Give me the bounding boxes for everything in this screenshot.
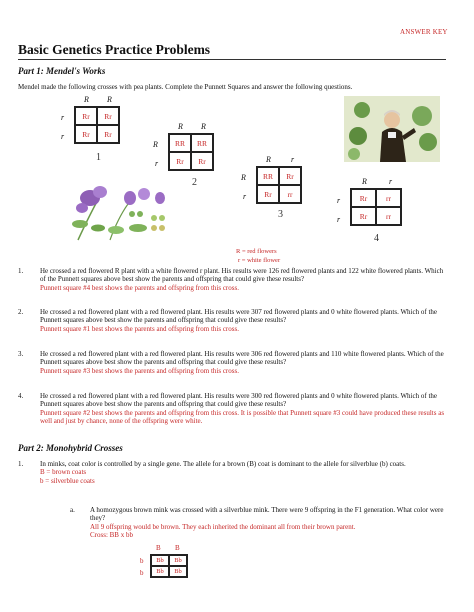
ps4-top-allele-2: r [389,177,393,186]
allele-key-silverblue: b = silverblue coats [40,476,95,485]
question-answer: Punnett square #1 best shows the parents and offspring from this cross. [40,324,239,333]
question-text: In minks, coat color is controlled by a single gene. The allele for a brown (B) coat is dominant to the allele for silverblue (b) coats. [40,460,406,468]
part2-question-1 [18,460,448,485]
mink-punnett-square [140,544,200,580]
ps3-side-allele-2: r [243,192,247,201]
ps4-top-allele-1: R [362,177,367,186]
mink-cell: Bb [151,566,169,577]
answer-key-label: ANSWER KEY [400,28,448,36]
question-answer: Punnett square #2 best shows the parents and offspring from this cross. It is possible that Punnett square #3 could have produced these results as well and just by chance, none of the offspring were white. [40,408,445,426]
legend-white: r = white flower [238,257,281,264]
ps2-top-allele-1: R [178,122,183,131]
question-text: He crossed a red flowered plant with a red flowered plant. His results were 306 red flowered plants and 110 white flowered plants. Which of the Punnett squares above best show the parents and offspring that could give these results? [40,350,444,367]
question-text: He crossed a red flowered plant with a red flowered plant. His results were 300 red flowered plants and 0 white flowered plants. Which of the Punnett squares above best show the parents and offspring that could give these results? [40,392,437,409]
page-title: Basic Genetics Practice Problems [18,42,211,57]
punnett-square-4 [332,177,422,249]
ps1-cell: Rr [75,107,97,125]
ps3-top-allele-2: r [291,155,295,164]
ps4-cell: rr [376,207,401,225]
subquestion-text: A homozygous brown mink was crossed with a silverblue mink. There were 9 offspring in the F1 generation. What color were they? [90,506,444,523]
ps4-cell: Rr [351,207,376,225]
punnett-square-3 [238,155,318,227]
ps2-cell: Rr [191,152,213,170]
question-1 [18,267,448,292]
ps3-cell: Rr [257,185,279,203]
question-text: He crossed a red flowered R plant with a white flowered r plant. His results were 126 red flowered plants and 122 white flowered plants. Which of the Punnett squares above best show the parents and offspring that could give these results? [40,267,444,284]
ps1-number: 1 [96,152,101,163]
part2-heading: Part 2: Monohybrid Crosses [18,443,123,453]
ps3-side-allele-1: R [241,173,246,182]
part1-intro: Mendel made the following crosses with pea plants. Complete the Punnett Squares and answer the following questions. [18,83,353,91]
question-text: He crossed a red flowered plant with a red flowered plant. His results were 307 red flowered plants and 0 white flowered plants. Which of the Punnett squares above best show the parents and offspring that could give these results? [40,308,437,325]
ps4-cell: Rr [351,189,376,207]
mink-cell: Bb [169,555,187,566]
ps3-number: 3 [278,209,283,220]
question-number: 1. [18,267,24,275]
question-4 [18,392,448,426]
ps2-cell: RR [169,134,191,152]
ps1-cell: Rr [75,125,97,143]
question-3 [18,350,448,375]
ps1-side-allele-2: r [61,132,65,141]
legend-red: R = red flowers [236,248,277,255]
ps1-side-allele-1: r [61,113,65,122]
mink-top-allele-2: B [175,544,180,552]
mendel-portrait-image [344,96,440,162]
ps2-side-allele-2: r [155,159,159,168]
question-number: 3. [18,350,24,358]
question-answer: Punnett square #3 best shows the parents and offspring from this cross. [40,366,239,375]
ps2-cell: Rr [169,152,191,170]
question-answer: Punnett square #4 best shows the parents and offspring from this cross. [40,283,239,292]
ps1-cell: Rr [97,107,119,125]
title-divider [18,59,446,60]
ps3-cell: RR [257,167,279,185]
ps2-top-allele-2: R [201,122,206,131]
ps1-cell: Rr [97,125,119,143]
question-2 [18,308,448,333]
ps4-side-allele-2: r [337,215,341,224]
pea-flowers-image [70,184,175,242]
mink-cell: Bb [151,555,169,566]
ps1-top-allele-2: R [107,95,112,104]
part1-heading: Part 1: Mendel's Works [18,66,106,76]
question-number: 1. [18,460,24,468]
ps2-side-allele-1: R [153,140,158,149]
ps3-top-allele-1: R [266,155,271,164]
ps4-side-allele-1: r [337,196,341,205]
question-number: 4. [18,392,24,400]
ps3-cell: rr [279,185,301,203]
mink-cell: Bb [169,566,187,577]
mink-side-allele-1: b [140,557,144,565]
ps3-cell: Rr [279,167,301,185]
ps1-top-allele-1: R [84,95,89,104]
ps4-cell: rr [376,189,401,207]
part2-subquestion-a [90,506,450,540]
subquestion-answer: All 9 offspring would be brown. They each inherited the dominant all from their brown parent. [90,522,356,531]
mink-top-allele-1: B [156,544,161,552]
question-number: 2. [18,308,24,316]
ps4-number: 4 [374,233,379,244]
cross-label: Cross: BB x bb [90,531,133,540]
punnett-square-1 [56,95,136,167]
mink-side-allele-2: b [140,569,144,577]
allele-key-brown: B = brown coats [40,468,87,477]
ps2-cell: RR [191,134,213,152]
part2-subquestion-letter: a. [70,506,75,514]
ps2-number: 2 [192,177,197,188]
